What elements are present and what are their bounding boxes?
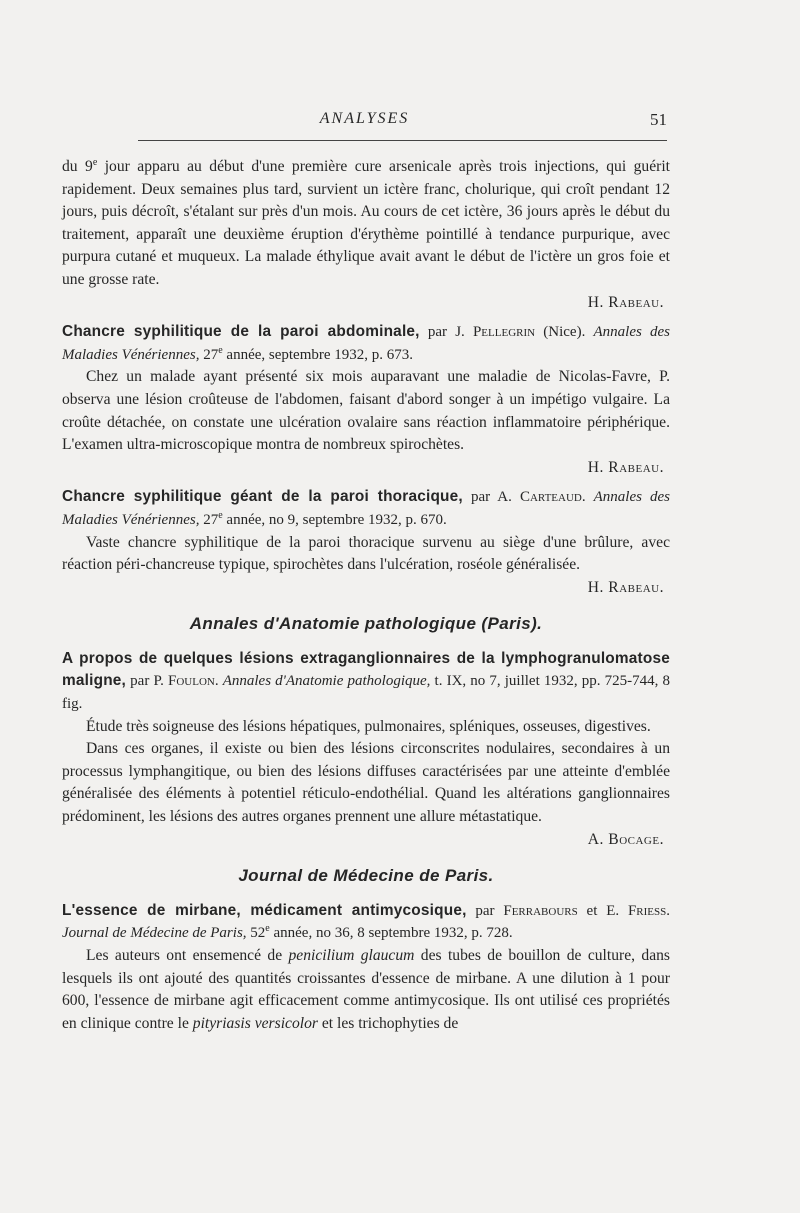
entry-body: Dans ces organes, il existe ou bien des lésions circonscrites nodulaires, secondaires à un processus lymphangitique, ou bien des lésions diffuses caractérisées par une atteinte d'emblée généralisée des éléments à potentiel réticulo-endothélial. Quand les altérations ganglionnaires prédominent, les lésions des autres organes prennent une allure métastatique. bbox=[62, 740, 670, 826]
page-header bbox=[62, 110, 667, 136]
entry-body: Vaste chancre syphilitique de la paroi thoracique survenu au siège d'une brûlure, avec réaction péri-chancreuse typique, spirochètes dans l'ulcération, roséole généralisée. bbox=[62, 533, 670, 574]
entry-journal: Annales d'Anatomie pathologique, bbox=[222, 673, 431, 690]
entry-title: Chancre syphilitique de la paroi abdominale, bbox=[62, 323, 420, 341]
abstract-entry bbox=[62, 321, 670, 479]
entry-journal: Journal de Médecine de Paris, bbox=[62, 925, 247, 942]
entry-title: L'essence de mirbane, médicament antimycosique, bbox=[62, 901, 467, 919]
intro-signature: H. Rabeau. bbox=[587, 293, 664, 311]
running-title: ANALYSES bbox=[319, 110, 410, 127]
abstract-entry bbox=[62, 648, 670, 851]
section-title: Journal de Médecine de Paris. bbox=[238, 866, 494, 886]
section-title: Annales d'Anatomie pathologique (Paris). bbox=[189, 614, 543, 634]
entry-title: Chancre syphilitique géant de la paroi thoracique, bbox=[62, 488, 463, 506]
entry-author: Foulon bbox=[168, 673, 215, 690]
abstract-entry bbox=[62, 900, 670, 1036]
entry-citation: L'essence de mirbane, médicament antimycosique, par Ferrabours et E. Friess. Journal de Médecine de Paris, 52e année, no 36, 8 septembre 1932, p. 728. bbox=[62, 901, 670, 942]
abstract-entry bbox=[62, 486, 670, 599]
entry-author: Pellegrin bbox=[472, 324, 536, 341]
header-rule bbox=[138, 140, 667, 141]
entry-citation: Chancre syphilitique géant de la paroi thoracique, par A. Carteaud. Annales des Maladies Vénériennes, 27e année, no 9, septembre 1932, p. 670. bbox=[62, 488, 670, 528]
page-content bbox=[62, 156, 670, 1035]
entry-body: Étude très soigneuse des lésions hépatiques, pulmonaires, spléniques, osseuses, digestives. bbox=[86, 717, 651, 735]
intro-paragraph: du 9e jour apparu au début d'une première cure arsenicale après trois injections, qui guérit rapidement. Deux semaines plus tard, survient un ictère franc, cholurique, qui croît pendant 12 jours, puis décroît, s'étalant sur près d'un mois. Au cours de cet ictère, 36 jours après le début du traitement, apparaît une deuxième éruption d'érythème pointillé à tendance purpurique, avec purpura cutané et muqueux. La malade éthylique avait avant le début de l'ictère un gros foie et une grosse rate. bbox=[62, 156, 670, 288]
entry-citation: A propos de quelques lésions extraganglionnaires de la lymphogranulomatose maligne, par P. Foulon. Annales d'Anatomie pathologique, t. IX, no 7, juillet 1932, pp. 725-744, 8 fig. bbox=[62, 649, 670, 713]
entry-author: Friess bbox=[627, 902, 667, 919]
entry-journal: Annales des Maladies Vénériennes, bbox=[62, 489, 670, 528]
entry-author: Carteaud bbox=[519, 489, 582, 506]
entry-signature: H. Rabeau. bbox=[587, 458, 664, 476]
entry-author: Ferrabours bbox=[503, 902, 578, 919]
entry-citation: Chancre syphilitique de la paroi abdominale, par J. Pellegrin (Nice). Annales des Maladies Vénériennes, 27e année, septembre 1932, p. 673. bbox=[62, 323, 671, 363]
page-number: 51 bbox=[650, 110, 667, 129]
entry-signature: A. Bocage. bbox=[587, 830, 664, 848]
entry-title: A propos de quelques lésions extraganglionnaires de la lymphogranulomatose maligne, bbox=[62, 649, 670, 690]
entry-signature: H. Rabeau. bbox=[587, 578, 664, 596]
entry-body: Chez un malade ayant présenté six mois auparavant une maladie de Nicolas-Favre, P. observa une lésion croûteuse de l'abdomen, faisant d'abord songer à un impétigo vulgaire. La croûte détachée, on constate une ulcération ovalaire sans réaction inflammatoire périphérique. L'examen ultra-microscopique montra de nombreux spirochètes. bbox=[62, 368, 670, 454]
entry-body: Les auteurs ont ensemencé de penicilium glaucum des tubes de bouillon de culture, dans lesquels ils ont ajouté des quantités croissantes d'essence de mirbane. A une dilution à 1 pour 600, l'essence de mirbane agit efficacement comme antimycosique. Ils ont utilisé ces propriétés en clinique contre le pityriasis versicolor et les trichophyties de bbox=[62, 947, 670, 1032]
entry-journal: Annales des Maladies Vénériennes, bbox=[62, 324, 671, 363]
